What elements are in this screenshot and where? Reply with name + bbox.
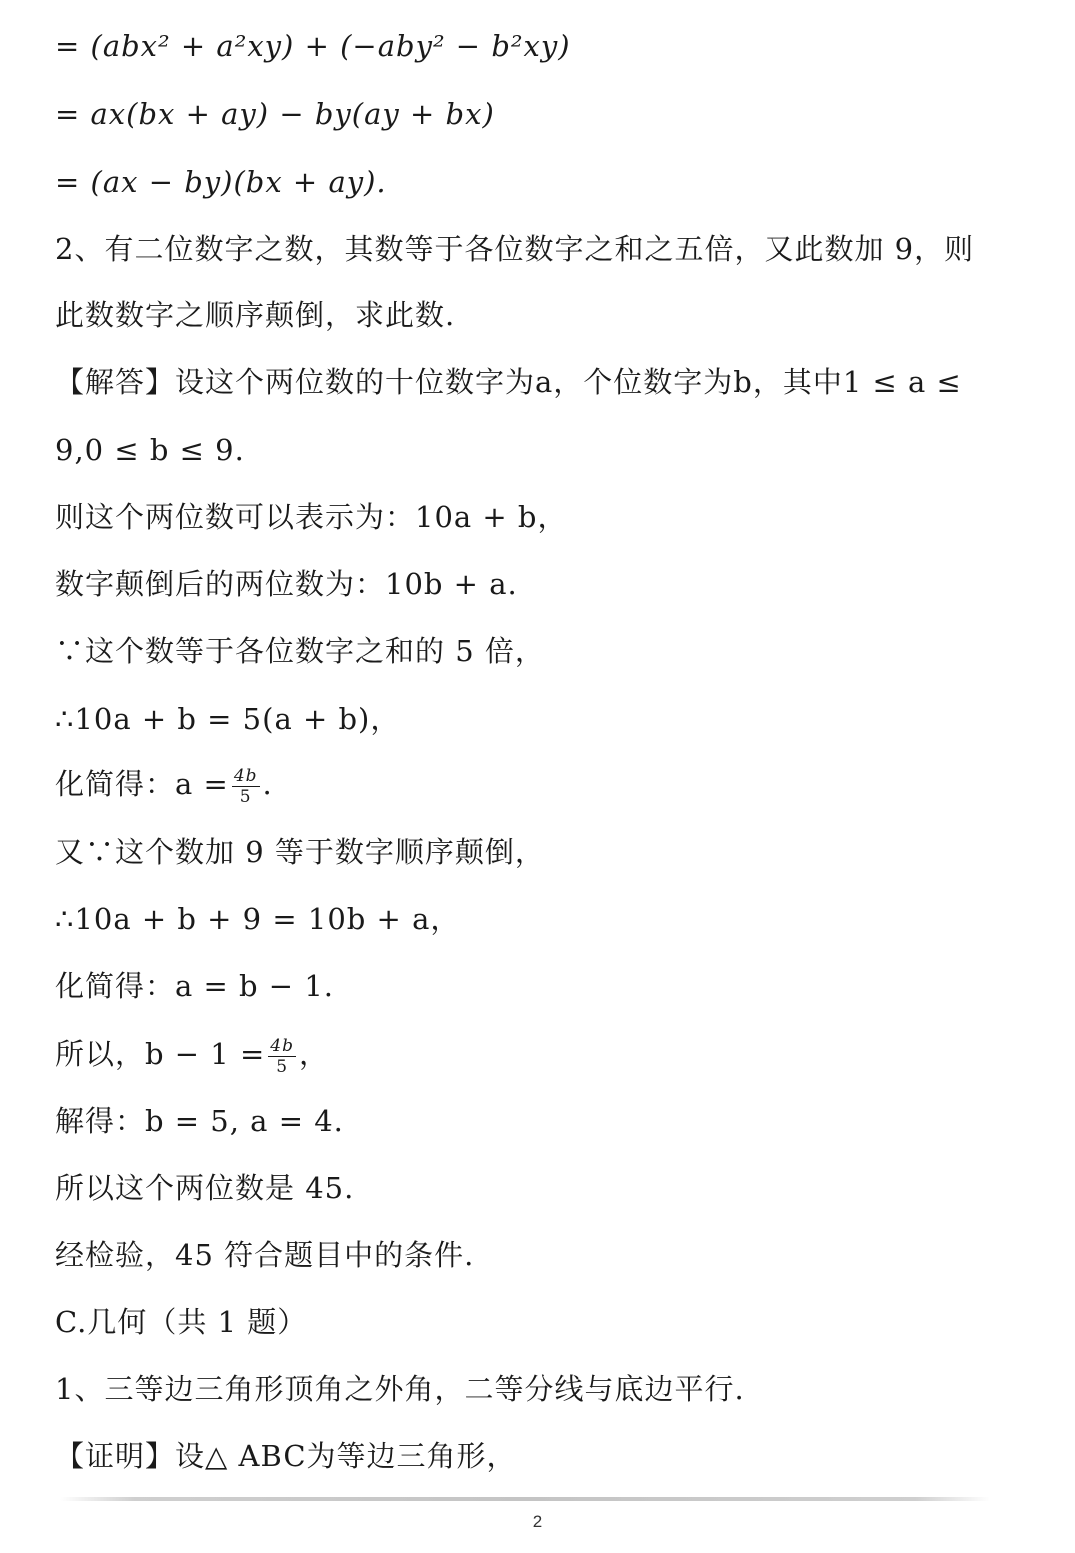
solution-intro-line-2: 9,0 ≤ b ≤ 9. — [55, 433, 245, 467]
page-number: 2 — [532, 1512, 543, 1531]
solution-step-simplify-2: 化简得：a = b − 1. — [55, 969, 334, 1003]
problem-2-statement-line-2: 此数数字之顺序颠倒，求此数. — [55, 298, 456, 332]
substitute-text: 所以，b − 1 = — [55, 1037, 266, 1071]
section-heading-geometry: C.几何（共 1 题） — [55, 1305, 308, 1339]
solution-step-solve: 解得：b = 5, a = 4. — [55, 1104, 344, 1138]
solution-step-because-plus-nine: 又∵这个数加 9 等于数字顺序颠倒， — [55, 835, 545, 869]
solution-step-two-digit-number: 则这个两位数可以表示为：10a + b， — [55, 500, 568, 534]
solution-step-reversed-number: 数字颠倒后的两位数为：10b + a. — [55, 567, 518, 601]
equation-line-2: = ax(bx + ay) − by(ay + bx) — [55, 97, 495, 131]
simplify-1-text: 化简得：a = — [55, 767, 229, 801]
solution-step-equation-2: ∴10a + b + 9 = 10b + a， — [55, 902, 461, 936]
fraction-denominator: 5 — [276, 1056, 289, 1077]
geometry-proof-intro: 【证明】设△ ABC为等边三角形， — [55, 1439, 517, 1473]
simplify-1-end: . — [262, 767, 273, 801]
equation-line-3: = (ax − by)(bx + ay). — [55, 165, 387, 199]
solution-step-because-five-times: ∵这个数等于各位数字之和的 5 倍， — [55, 634, 545, 668]
fraction-4b-over-5-second — [268, 1037, 296, 1076]
fraction-numerator: 4b — [233, 765, 258, 786]
solution-step-substitute — [55, 1036, 329, 1076]
substitute-end: ， — [298, 1037, 329, 1071]
solution-verification: 经检验，45 符合题目中的条件. — [55, 1238, 475, 1272]
solution-step-equation-1: ∴10a + b = 5(a + b)， — [55, 702, 401, 736]
geometry-problem-1-statement: 1、三等边三角形顶角之外角，二等分线与底边平行. — [55, 1372, 745, 1406]
solution-intro-line-1: 【解答】设这个两位数的十位数字为a，个位数字为b，其中1 ≤ a ≤ — [55, 365, 962, 399]
equation-line-1: = (abx² + a²xy) + (−aby² − b²xy) — [55, 29, 571, 63]
solution-step-simplify-1 — [55, 766, 273, 806]
fraction-4b-over-5 — [232, 767, 260, 806]
solution-conclusion: 所以这个两位数是 45. — [55, 1171, 355, 1205]
problem-2-statement-line-1: 2、有二位数字之数，其数等于各位数字之和之五倍，又此数加 9，则 — [55, 232, 975, 266]
footer-divider — [60, 1497, 990, 1501]
fraction-denominator: 5 — [239, 786, 252, 807]
fraction-numerator: 4b — [270, 1035, 294, 1056]
